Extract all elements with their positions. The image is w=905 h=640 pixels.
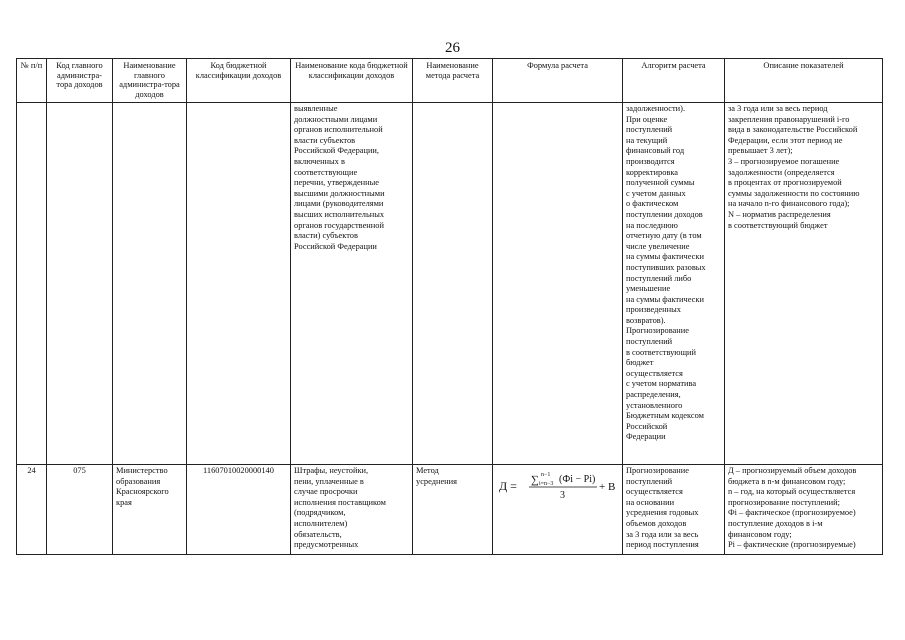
table-header-row [17, 59, 883, 103]
cell-empty [493, 103, 623, 465]
cell-algorithm: Прогнозирование поступлений осуществляется на основании усреднения годовых объемов доходов за 3 года или за весь период поступления [623, 465, 725, 555]
header-kbk: Код бюджетной классификации доходов [187, 59, 291, 103]
table-row [17, 103, 883, 465]
cell-description: Д – прогнозируемый объем доходов бюджета в n-м финансовом году; n – год, на который осуществляется прогнозирование поступлений; Фi – фактическое (прогнозируемое) поступление доходов в i-м финансовом году; Pi – фактические (прогнозируемые) [725, 465, 883, 555]
formula-upper-limit: n−1 [541, 472, 551, 478]
cell-kbk: 11607010020000140 [187, 465, 291, 555]
cell-empty [113, 103, 187, 465]
cell-method: Метод усреднения [413, 465, 493, 555]
formula [497, 469, 619, 503]
table-row [17, 465, 883, 555]
cell-description-continued: за 3 года или за весь период закрепления правонарушений i-го вида в законодательстве Российской Федерации, если этот период не превышает 3 лет); З – прогнозируемое погашение задолженности (определяется в процентах от прогнозируемой суммы задолженности по состоянию на начало n-го финансового года); N – норматив распределения в соответствующий бюджет [725, 103, 883, 465]
cell-empty [187, 103, 291, 465]
formula-plus-term: + В [599, 481, 616, 493]
revenue-forecast-table [16, 58, 883, 555]
header-algorithm: Алгоритм расчета [623, 59, 725, 103]
header-kbk-name: Наименование кода бюджетной классификации доходов [291, 59, 413, 103]
cell-admin-name: Министерство образования Красноярского края [113, 465, 187, 555]
header-formula: Формула расчета [493, 59, 623, 103]
header-admin-code: Код главного администра-тора доходов [47, 59, 113, 103]
cell-empty [17, 103, 47, 465]
cell-algorithm-continued: задолженности). При оценке поступлений на текущий финансовый год производится корректировка полученной суммы с учетом данных о фактическом поступлении доходов на последнюю отчетную дату (в том числе увеличение на суммы фактически поступивших разовых поступлений либо уменьшение на суммы фактически произведенных возвратов). Прогнозирование поступлений в соответствующий бюджет осуществляется с учетом норматива распределения, установленного Бюджетным кодексом Российской Федерации [623, 103, 725, 465]
cell-kbk-name: Штрафы, неустойки, пени, уплаченные в случае просрочки исполнения поставщиком (подрядчиком, исполнителем) обязательств, предусмотренных [291, 465, 413, 555]
formula-sum-sign: ∑ [531, 474, 539, 486]
header-method: Наименование метода расчета [413, 59, 493, 103]
header-description: Описание показателей [725, 59, 883, 103]
cell-empty [413, 103, 493, 465]
formula-term: (Фi − Pi) [559, 474, 596, 485]
cell-formula [493, 465, 623, 555]
formula-lhs: Д = [499, 479, 517, 493]
cell-kbk-name-continued: выявленные должностными лицами органов исполнительной власти субъектов Российской Федерации, включенных в соответствующие перечни, утвержденные высшими должностными лицами (руководителями высших исполнительных органов государственной власти) субъектов Российской Федерации [291, 103, 413, 465]
cell-empty [47, 103, 113, 465]
header-num: № п/п [17, 59, 47, 103]
cell-admin-code: 075 [47, 465, 113, 555]
page-number: 26 [445, 40, 460, 56]
header-admin-name: Наименование главного администра-тора доходов [113, 59, 187, 103]
formula-denominator: 3 [560, 490, 565, 501]
cell-row-number: 24 [17, 465, 47, 555]
formula-lower-limit: i=n−3 [539, 481, 554, 487]
